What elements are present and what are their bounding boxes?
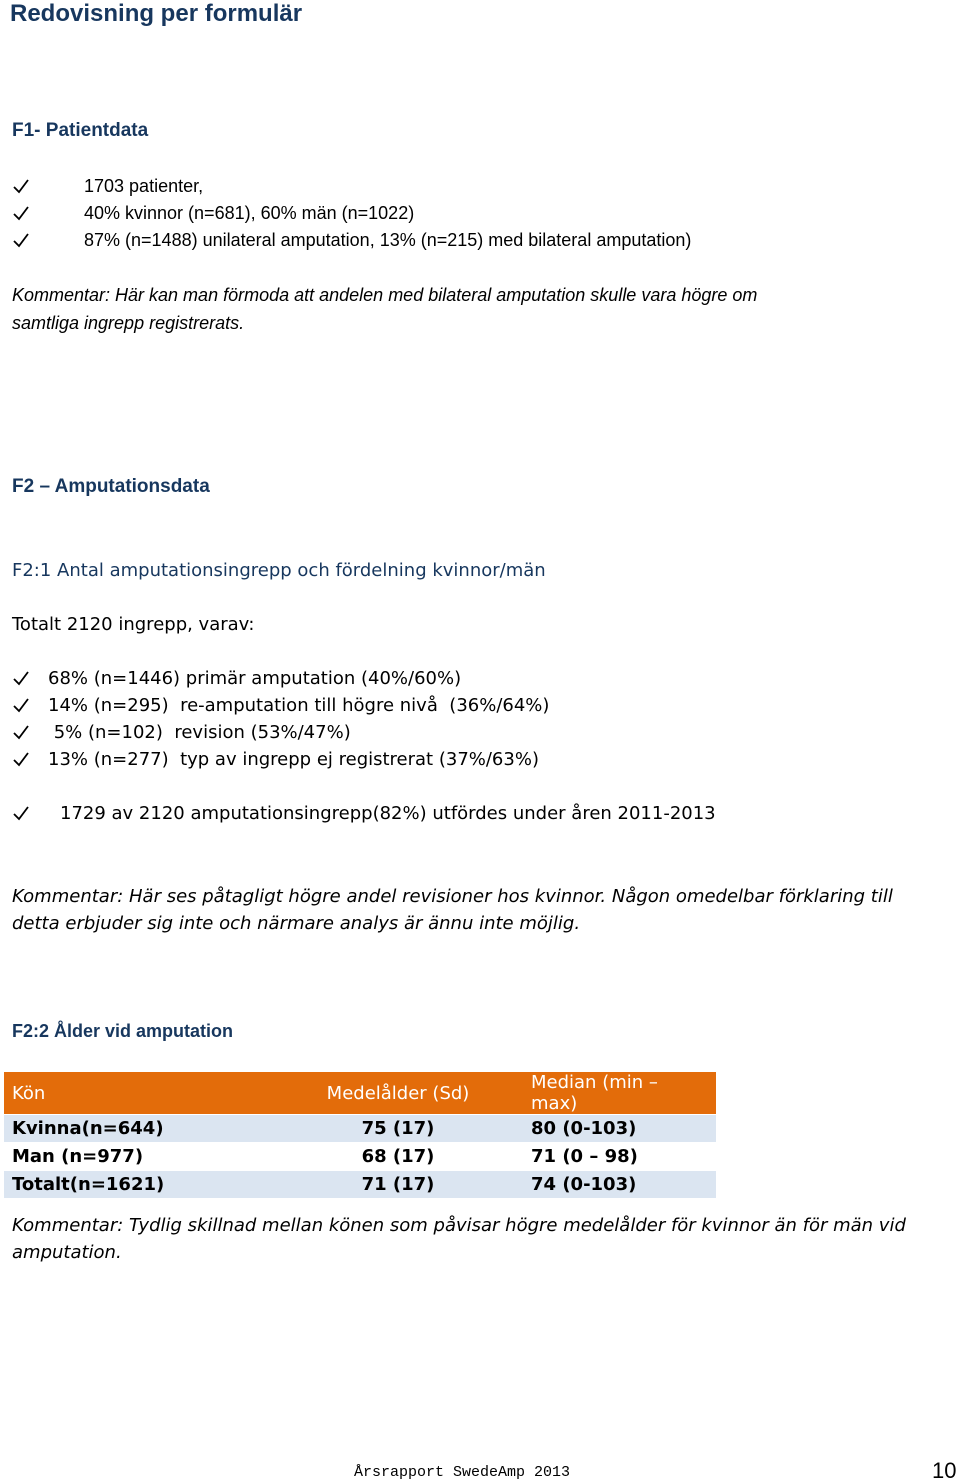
f1-heading: F1- Patientdata (12, 120, 149, 141)
f1-comment-line-1: Kommentar: Här kan man förmoda att andelen med bilateral amputation skulle vara högre om (12, 285, 758, 305)
table-header-row (4, 1072, 716, 1115)
checkmark-icon (12, 750, 30, 768)
table-cell: 71 (17) (295, 1171, 501, 1199)
checkmark-icon (12, 204, 30, 222)
table-cell: 71 (0 – 98) (501, 1143, 716, 1171)
table-row (4, 1143, 716, 1171)
f2-comment-line-1: Kommentar: Här ses påtagligt högre andel revisioner hos kvinnor. Någon omedelbar förklaring till (12, 886, 893, 907)
checkmark-icon (12, 231, 30, 249)
f2-comment-line-2: detta erbjuder sig inte och närmare analys är ännu inte möjlig. (12, 913, 581, 934)
f1-bullet-3: 87% (n=1488) unilateral amputation, 13% (n=215) med bilateral amputation) (84, 230, 692, 250)
checkmark-icon (12, 669, 30, 687)
footer-report-name: Årsrapport SwedeAmp 2013 (354, 1464, 571, 1481)
f2-heading: F2 – Amputationsdata (12, 476, 210, 497)
f2-bullet-3: 5% (n=102) revision (53%/47%) (48, 722, 351, 743)
f2-bullet-4: 13% (n=277) typ av ingrepp ej registrerat (37%/63%) (48, 749, 539, 770)
table-cell: Man (n=977) (4, 1143, 295, 1171)
f2-2-heading: F2:2 Ålder vid amputation (12, 1021, 234, 1041)
f1-bullet-1: 1703 patienter, (84, 176, 204, 196)
table-cell: Kvinna(n=644) (4, 1115, 295, 1143)
table-cell: 74 (0-103) (501, 1171, 716, 1199)
f2-bullet-1: 68% (n=1446) primär amputation (40%/60%) (48, 668, 462, 689)
checkmark-icon (12, 723, 30, 741)
table-row (4, 1171, 716, 1199)
table-cell: 80 (0-103) (501, 1115, 716, 1143)
f2-total-text: Totalt 2120 ingrepp, varav: (12, 614, 255, 635)
checkmark-icon (12, 696, 30, 714)
f2-1-heading: F2:1 Antal amputationsingrepp och fördelning kvinnor/män (12, 560, 546, 581)
f2-2-comment-line-2: amputation. (12, 1242, 122, 1263)
table-cell: 75 (17) (295, 1115, 501, 1143)
f1-bullet-2: 40% kvinnor (n=681), 60% män (n=1022) (84, 203, 415, 223)
table-header-gender: Kön (4, 1072, 295, 1115)
f2-bullet-2: 14% (n=295) re-amputation till högre nivå (36%/64%) (48, 695, 550, 716)
table-cell: Totalt(n=1621) (4, 1171, 295, 1199)
footer-page-number: 10 (932, 1458, 957, 1483)
f1-comment-line-2: samtliga ingrepp registrerats. (12, 313, 245, 333)
table-header-mean-age: Medelålder (Sd) (295, 1072, 501, 1115)
age-table (4, 1072, 716, 1198)
f2-extra-bullet: 1729 av 2120 amputationsingrepp(82%) utfördes under åren 2011-2013 (60, 803, 716, 824)
table-row (4, 1115, 716, 1143)
checkmark-icon (12, 804, 30, 822)
table-cell: 68 (17) (295, 1143, 501, 1171)
checkmark-icon (12, 177, 30, 195)
page-title: Redovisning per formulär (10, 0, 303, 27)
f2-2-comment-line-1: Kommentar: Tydlig skillnad mellan könen som påvisar högre medelålder för kvinnor än för män vid (12, 1215, 906, 1236)
table-header-median: Median (min – max) (501, 1072, 716, 1115)
